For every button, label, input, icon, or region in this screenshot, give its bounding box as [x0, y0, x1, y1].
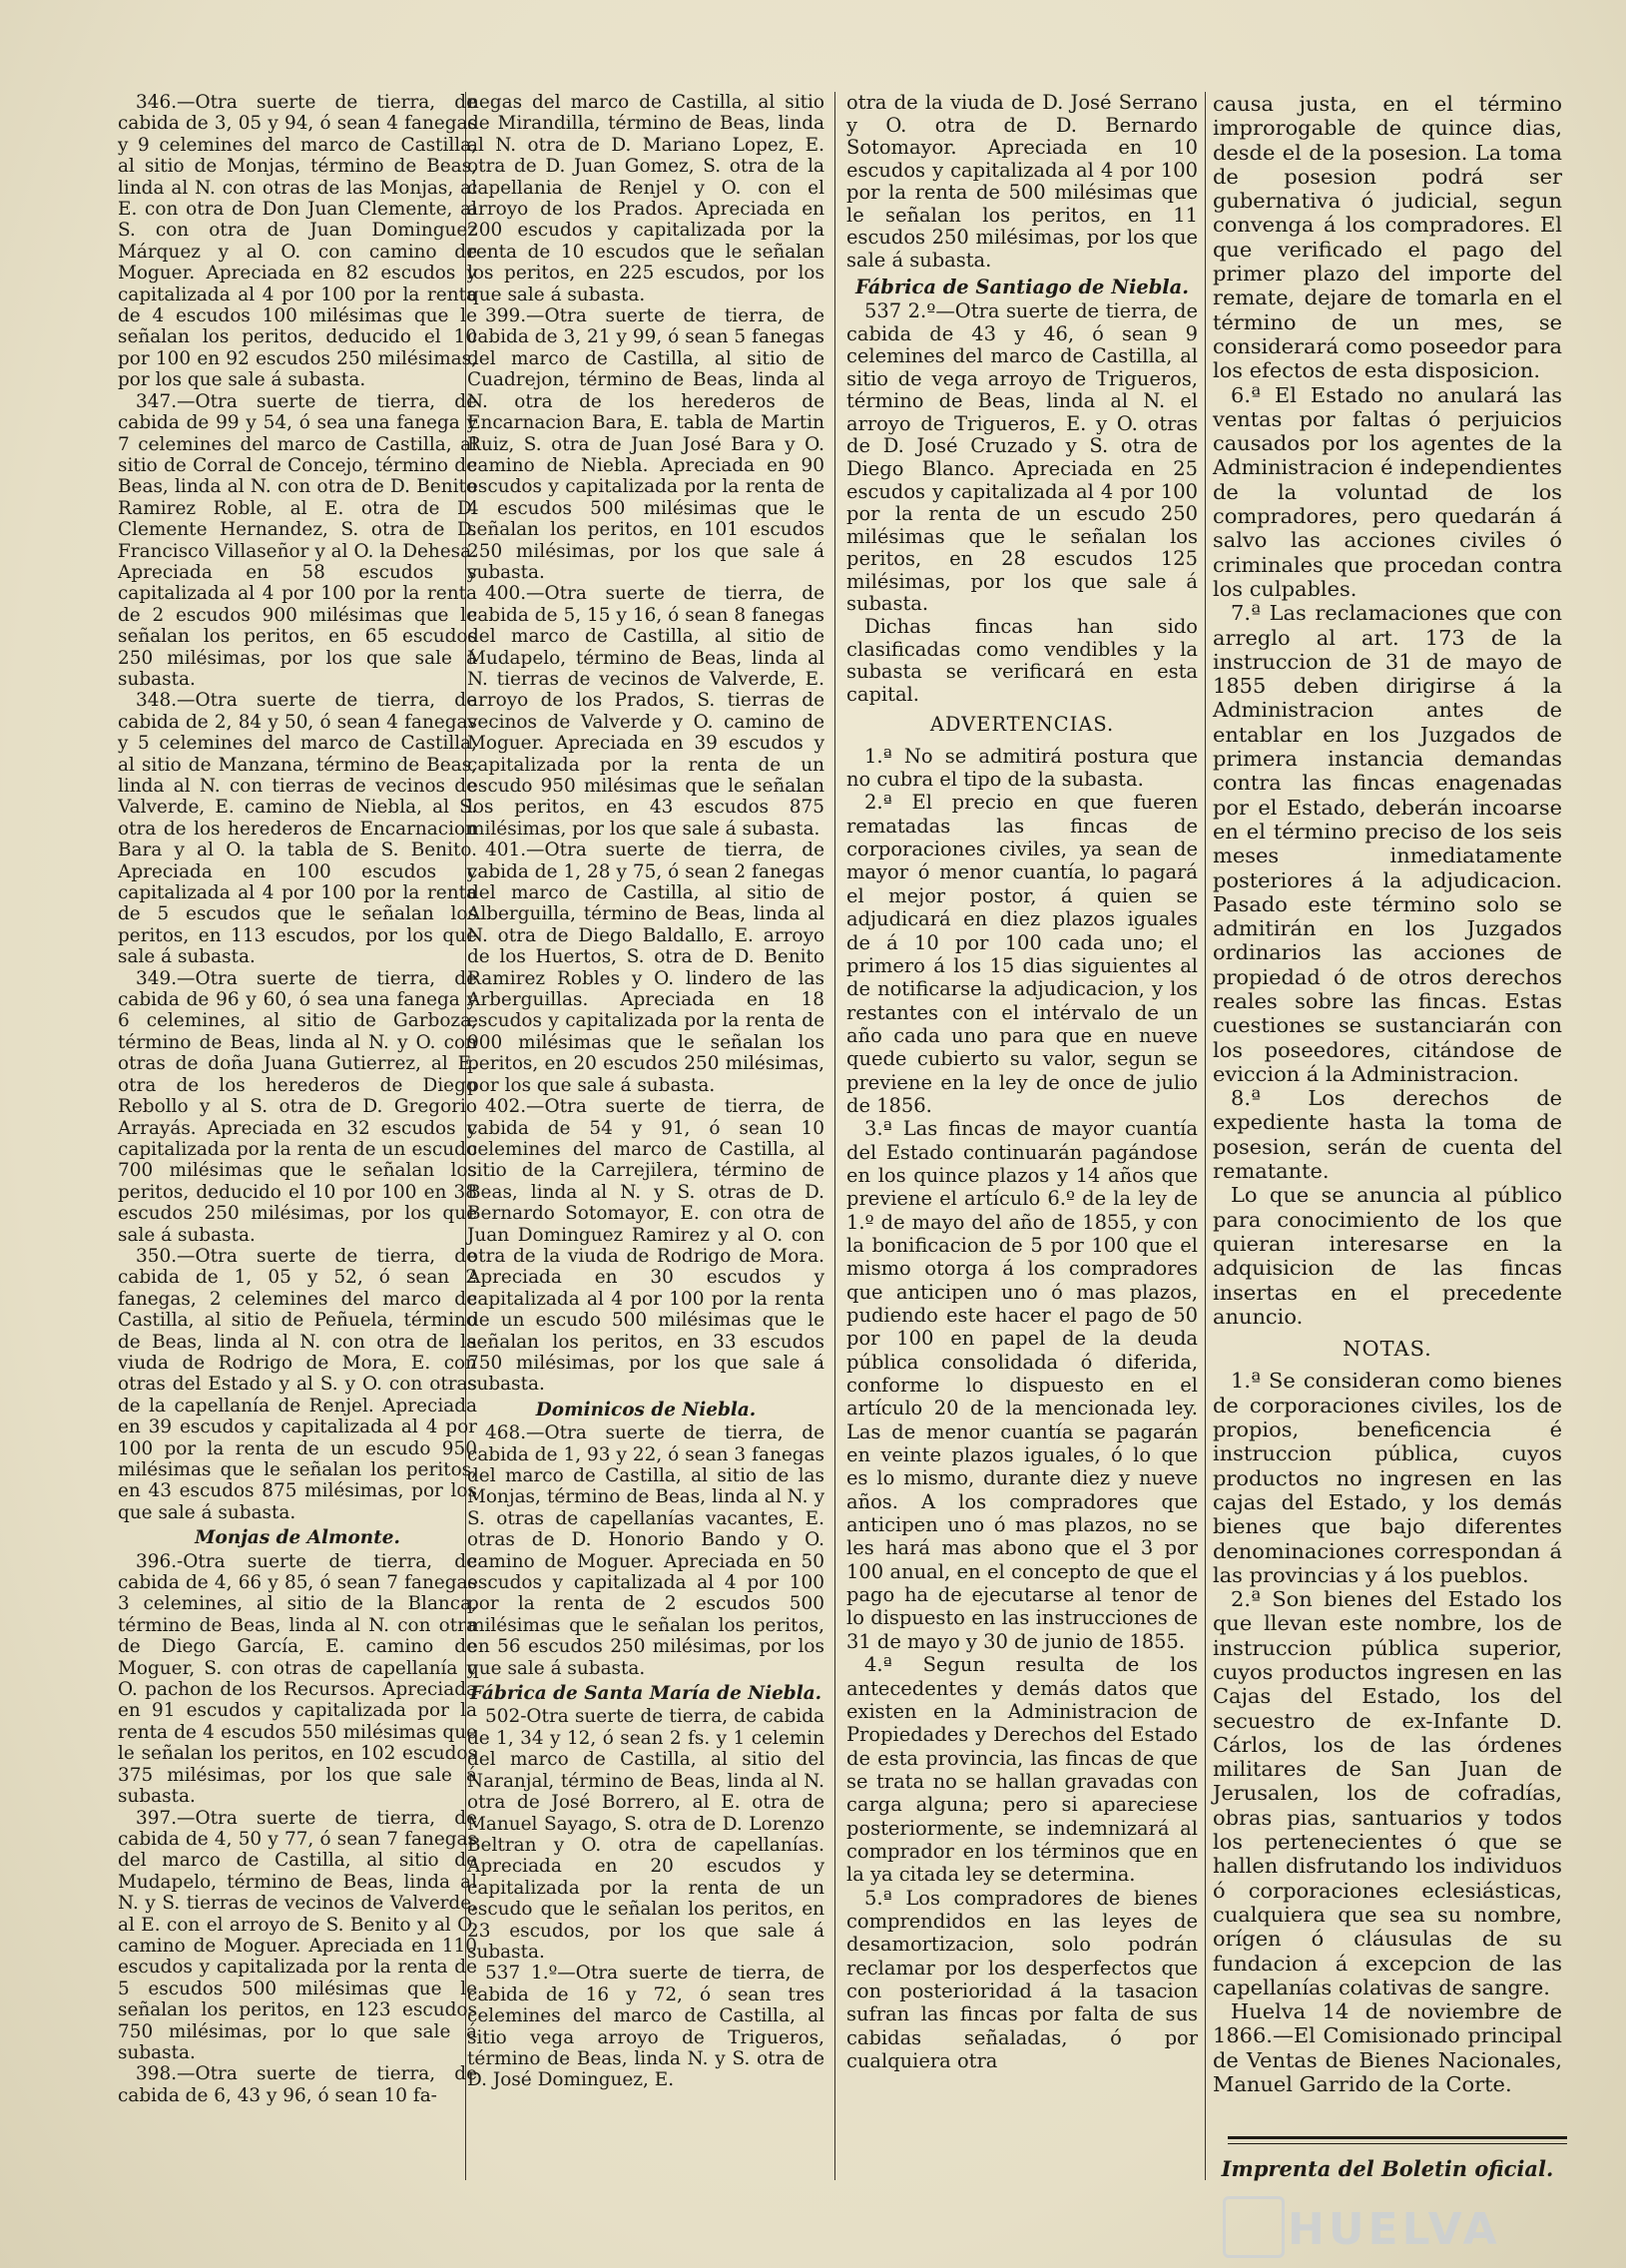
paragraph: 6.ª El Estado no anulará las ventas por faltas ó perjuicios causados por los agentes de la Administracion é independientes de la voluntad de los compradores, pero quedarán á salvo las acciones civiles ó criminales que procedan contra los culpables.	[1213, 382, 1562, 601]
archive-watermark: HUELVA	[1288, 2204, 1501, 2255]
paragraph: 350.—Otra suerte de tierra, de cabida de 1, 05 y 52, ó sean 2 fanegas, 2 celemines del marco de Castilla, al sitio de Peñuela, término de Beas, linda al N. con otra de la viuda de Rodrigo de Mora, E. con otras del Estado y al S. y O. con otras de la capellanía de Renjel. Apreciada en 39 escudos y capitalizada al 4 por 100 por la renta de un escudo 950 milésimas que le señalan los peritos, en 43 escudos 875 milésimas, por los que sale á subasta.	[118, 1245, 477, 1523]
paragraph: 349.—Otra suerte de tierra, de cabida de 96 y 60, ó sea una fanega y 6 celemines, al sitio de Garboza, término de Beas, linda al N. y O. con otras de doña Juana Gutierrez, al E. otra de los herederos de Diego Rebollo y al S. otra de D. Gregorio Arrayás. Apreciada en 32 escudos y capitalizada por la renta de un escudo 700 milésimas que le señalan los peritos, deducido el 10 por 100 en 38 escudos 250 milésimas, por los que sale á subasta.	[118, 967, 477, 1246]
advertencia-item: 4.ª Segun resulta de los antecedentes y demás datos que existen en la Administracion de Propiedades y Derechos del Estado de esta provincia, las fincas de que se trata no se hallan gravadas con carga alguna; pero si apareciese posteriormente, se indemnizará al comprador en los términos que en la ya citada ley se determina.	[846, 1653, 1198, 1887]
paragraph: 2.ª Son bienes del Estado los que llevan este nombre, los de instruccion pública superior, cuyos productos ingresen en las Cajas del Estado, los del secuestro de ex-Infante D. Cárlos, los de las órdenes militares de San Juan de Jerusalen, los de cofradías, obras pias, santuarios y todos los pertenecientes ó que se hallen disfrutando los individuos ó corporaciones eclesiásticas, cualquiera que sea su nombre, orígen ó cláusulas de su fundacion á excepcion de las capellanías colativas de sangre.	[1213, 1587, 1562, 1999]
paragraph: 347.—Otra suerte de tierra, de cabida de 99 y 54, ó sea una fanega y 7 celemines del marco de Castilla, al sitio de Corral de Concejo, término de Beas, linda al N. con otra de D. Benito Ramirez Roble, al E. otra de D. Clemente Hernandez, S. otra de D. Francisco Villaseñor y al O. la Dehesa. Apreciada en 58 escudos y capitalizada al 4 por 100 por la renta de 2 escudos 900 milésimas que le señalan los peritos, en 65 escudos 250 milésimas, por los que sale á subasta.	[118, 390, 477, 690]
column-1	[118, 92, 477, 2106]
paragraph: 537 2.º—Otra suerte de tierra, de cabida de 43 y 46, ó sean 9 celemines del marco de Castilla, al sitio de vega arroyo de Trigueros, término de Beas, linda al N. el arroyo de Trigueros, E. y O. otras de D. José Cruzado y S. otra de Diego Blanco. Apreciada en 25 escudos y capitalizada al 4 por 100 por la renta de un escudo 250 milésimas que le señalan los peritos, en 28 escudos 125 milésimas, por los que sale á subasta.	[846, 299, 1198, 616]
section-heading: Fábrica de Santa María de Niebla.	[469, 1683, 822, 1705]
column-4	[1213, 92, 1562, 2096]
paragraph: Huelva 14 de noviembre de 1866.—El Comisionado principal de Ventas de Bienes Nacionales, Manuel Garrido de la Corte.	[1213, 1999, 1562, 2097]
advertencia-item: 1.ª No se admitirá postura que no cubra el tipo de la subasta.	[846, 744, 1198, 792]
paragraph: 396.-Otra suerte de tierra, de cabida de 4, 66 y 85, ó sean 7 fanegas 3 celemines, al sitio de la Blanca, término de Beas, linda al N. con otra de Diego García, E. camino de Moguer, S. con otras de capellanía y O. pachon de los Recursos. Apreciada en 91 escudos y capitalizada por la renta de 4 escudos 550 milésimas que le señalan los peritos, en 102 escudos 375 milésimas, por los que sale á subasta.	[118, 1550, 477, 1808]
section-title: ADVERTENCIAS.	[929, 713, 1115, 737]
imprint-line: Imprenta del Boletin oficial.	[1221, 2156, 1554, 2181]
archive-seal-icon	[1223, 2196, 1285, 2258]
paragraph: 7.ª Las reclamaciones que con arreglo al art. 173 de la instruccion de 31 de mayo de 1855 deben dirigirse á la Administracion antes de entablar en los Juzgados de primera instancia demandas contra las fincas enagenadas por el Estado, deberán incoarse en el término preciso de los seis meses inmediatamente posteriores á la adjudicacion. Pasado este término solo se admitirán en los Juzgados ordinarios las acciones de propiedad ó de otros derechos reales sobre las fincas. Estas cuestiones se sustanciarán con los poseedores, citándose de eviccion á la Administracion.	[1213, 601, 1562, 1086]
column-2	[467, 92, 824, 2091]
advertencia-item: 3.ª Las fincas de mayor cuantía del Estado continuarán pagándose en los quince plazos y 14 años que previene el artículo 6.º de la ley de 1.º de mayo del año de 1855, y con la bonificacion de 5 por 100 que el mismo otorga á los compradores que anticipen uno ó mas plazos, pudiendo este hacer el pago de 50 por 100 en papel de la deuda pública consolidada ó diferida, conforme lo dispuesto en el artículo 20 de la mencionada ley. Las de menor cuantía se pagarán en veinte plazos iguales, ó lo que es lo mismo, durante diez y nueve años. A los compradores que anticipen uno ó mas plazos, no se les hará mas abono que el 3 por 100 anual, en el concepto de que el pago ha de ejecutarse al tenor de lo dispuesto en las instrucciones de 31 de mayo y 30 de junio de 1855.	[846, 1117, 1198, 1653]
paragraph: 401.—Otra suerte de tierra, de cabida de 1, 28 y 75, ó sean 2 fanegas del marco de Castilla, al sitio de Alberguilla, término de Beas, linda al N. otra de Diego Baldallo, E. arroyo de los Huertos, S. otra de D. Benito Ramirez Robles y O. lindero de las Arberguillas. Apreciada en 18 escudos y capitalizada por la renta de 900 milésimas que le señalan los peritos, en 20 escudos 250 milésimas, por los que sale á subasta.	[467, 840, 824, 1096]
column-3	[846, 92, 1198, 2072]
paragraph: 348.—Otra suerte de tierra, de cabida de 2, 84 y 50, ó sean 4 fanegas y 5 celemines del marco de Castilla, al sitio de Manzana, término de Beas, linda al N. con tierras de vecinos de Valverde, E. camino de Niebla, al S. otra de los herederos de Encarnacion Bara y al O. la tabla de S. Benito. Apreciada en 100 escudos y capitalizada al 4 por 100 por la renta de 5 escudos que le señalan los peritos, en 113 escudos, por los que sale á subasta.	[118, 690, 477, 968]
paragraph: causa justa, en el término improrogable de quince dias, desde el de la posesion. La toma de posesion podrá ser gubernativa ó judicial, segun convenga á los compradores. El que verificado el pago del primer plazo del importe del remate, dejare de tomarla en el término de un mes, se considerará como poseedor para los efectos de esta disposicion.	[1213, 92, 1562, 383]
paragraph: 1.ª Se consideran como bienes de corporaciones civiles, los de propios, beneficencia é instruccion pública, cuyos productos no ingresen en las cajas del Estado, y los demás bienes que bajo diferentes denominaciones correspondan á las provincias y á los pueblos.	[1213, 1369, 1562, 1587]
paragraph: 8.ª Los derechos de expediente hasta la toma de posesion, serán de cuenta del rematante.	[1213, 1086, 1562, 1184]
advertencia-item: 2.ª El precio en que fueren rematadas las fincas de corporaciones civiles, ya sean de mayor ó menor cuantía, lo pagará el mejor postor, á quien se adjudicará en diez plazos iguales de á 10 por 100 cada uno; el primero á los 15 dias siguientes al de notificarse la adjudicacion, y los restantes con el intérvalo de un año cada uno para que en nueve quede cubierto su valor, segun se previene en la ley de once de julio de 1856.	[846, 791, 1198, 1117]
section-heading: Monjas de Almonte.	[195, 1527, 400, 1549]
paragraph: 537 1.º—Otra suerte de tierra, de cabida de 16 y 72, ó sean tres celemines del marco de Castilla, al sitio vega arroyo de Trigueros, término de Beas, linda N. y S. otra de D. José Dominguez, E.	[467, 1963, 824, 2091]
closing-rule	[1228, 2136, 1567, 2139]
section-title: NOTAS.	[1343, 1337, 1432, 1362]
paragraph: 346.—Otra suerte de tierra, de cabida de 3, 05 y 94, ó sean 4 fanegas y 9 celemines del marco de Castilla, al sitio de Monjas, término de Beas, linda al N. con otras de las Monjas, al E. con otra de Don Juan Clemente, al S. con otra de Juan Dominguez Márquez y al O. con camino de Moguer. Apreciada en 82 escudos y capitalizada al 4 por 100 por la renta de 4 escudos 100 milésimas que le señalan los peritos, deducido el 10 por 100 en 92 escudos 250 milésimas, por los que sale á subasta.	[118, 92, 477, 391]
advertencia-item: 5.ª Los compradores de bienes comprendidos en las leyes de desamortizacion, solo podrán reclamar por los desperfectos que con posterioridad á la tasacion sufran las fincas por falta de sus cabidas señaladas, ó por cualquiera otra	[846, 1886, 1198, 2072]
section-heading: Dominicos de Niebla.	[535, 1399, 757, 1420]
column-divider	[834, 92, 835, 2180]
section-heading: Fábrica de Santiago de Niebla.	[854, 275, 1190, 298]
paragraph: 402.—Otra suerte de tierra, de cabida de 54 y 91, ó sean 10 celemines del marco de Castilla, al sitio de la Carrejilera, término de Beas, linda al N. y S. otras de D. Bernardo Sotomayor, E. con otra de Juan Dominguez Ramirez y al O. con otra de la viuda de Rodrigo de Mora. Apreciada en 30 escudos y capitalizada al 4 por 100 por la renta de un escudo 500 milésimas que le señalan los peritos, en 33 escudos 750 milésimas, por los que sale á subasta.	[467, 1096, 824, 1396]
paragraph: negas del marco de Castilla, al sitio de Mirandilla, término de Beas, linda al N. otra de D. Mariano Lopez, E. otra de D. Juan Gomez, S. otra de la capellania de Renjel y O. con el arroyo de los Prados. Apreciada en 200 escudos y capitalizada por la renta de 10 escudos que le señalan los peritos, en 225 escudos, por los que sale á subasta.	[467, 92, 824, 305]
column-divider	[1205, 92, 1206, 2180]
paragraph: 502-Otra suerte de tierra, de cabida de 1, 34 y 12, ó sean 2 fs. y 1 celemin del marco de Castilla, al sitio del Naranjal, término de Beas, linda al N. otra de José Borrero, al E. otra de Manuel Sayago, S. otra de D. Lorenzo Beltran y O. otra de capellanías. Apreciada en 20 escudos y capitalizada por la renta de un escudo que le señalan los peritos, en 23 escudos, por los que sale á subasta.	[467, 1706, 824, 1963]
paragraph: 398.—Otra suerte de tierra, de cabida de 6, 43 y 96, ó sean 10 fa-	[118, 2063, 477, 2106]
paragraph: Lo que se anuncia al público para conocimiento de los que quieran interesarse en la adquisicion de las fincas insertas en el precedente anuncio.	[1213, 1183, 1562, 1329]
paragraph: otra de la viuda de D. José Serrano y O. otra de D. Bernardo Sotomayor. Apreciada en 10 escudos y capitalizada al 4 por 100 por la renta de 500 milésimas que le señalan los peritos, en 11 escudos 250 milésimas, por los que sale á subasta.	[846, 91, 1198, 272]
paragraph: 400.—Otra suerte de tierra, de cabida de 5, 15 y 16, ó sean 8 fanegas del marco de Castilla, al sitio de Mudapelo, término de Beas, linda al N. tierras de vecinos de Valverde, E. arroyo de los Prados, S. tierras de vecinos de Valverde y O. camino de Moguer. Apreciada en 39 escudos y capitalizada por la renta de un escudo 950 milésimas que le señalan los peritos, en 43 escudos 875 milésimas, por los que sale á subasta.	[467, 583, 824, 840]
paragraph: 468.—Otra suerte de tierra, de cabida de 1, 93 y 22, ó sean 3 fanegas del marco de Castilla, al sitio de las Monjas, término de Beas, linda al N. y S. otras de capellanías vacantes, E. otras de D. Honorio Bando y O. camino de Moguer. Apreciada en 50 escudos y capitalizada al 4 por 100 por la renta de 2 escudos 500 milésimas que le señalan los peritos, en 56 escudos 250 milésimas, por los que sale á subasta.	[467, 1422, 824, 1679]
paragraph: 397.—Otra suerte de tierra, de cabida de 4, 50 y 77, ó sean 7 fanegas del marco de Castilla, al sitio de Mudapelo, término de Beas, linda al N. y S. tierras de vecinos de Valverde, al E. con el arroyo de S. Benito y al O. camino de Moguer. Apreciada en 110 escudos y capitalizada por la renta de 5 escudos 500 milésimas que le señalan los peritos, en 123 escudos 750 milésimas, por lo que sale á subasta.	[118, 1807, 477, 2063]
closing-rule-thin	[1228, 2143, 1567, 2144]
paragraph: 399.—Otra suerte de tierra, de cabida de 3, 21 y 99, ó sean 5 fanegas del marco de Castilla, al sitio de Cuadrejon, término de Beas, linda al N. otra de los herederos de Encarnacion Bara, E. tabla de Martin Ruiz, S. otra de Juan José Bara y O. camino de Niebla. Apreciada en 90 escudos y capitalizada por la renta de 4 escudos 500 milésimas que le señalan los peritos, en 101 escudos 250 milésimas, por los que sale á subasta.	[467, 305, 824, 583]
paragraph: Dichas fincas han sido clasificadas como vendibles y la subasta se verificará en esta capital.	[846, 614, 1198, 706]
